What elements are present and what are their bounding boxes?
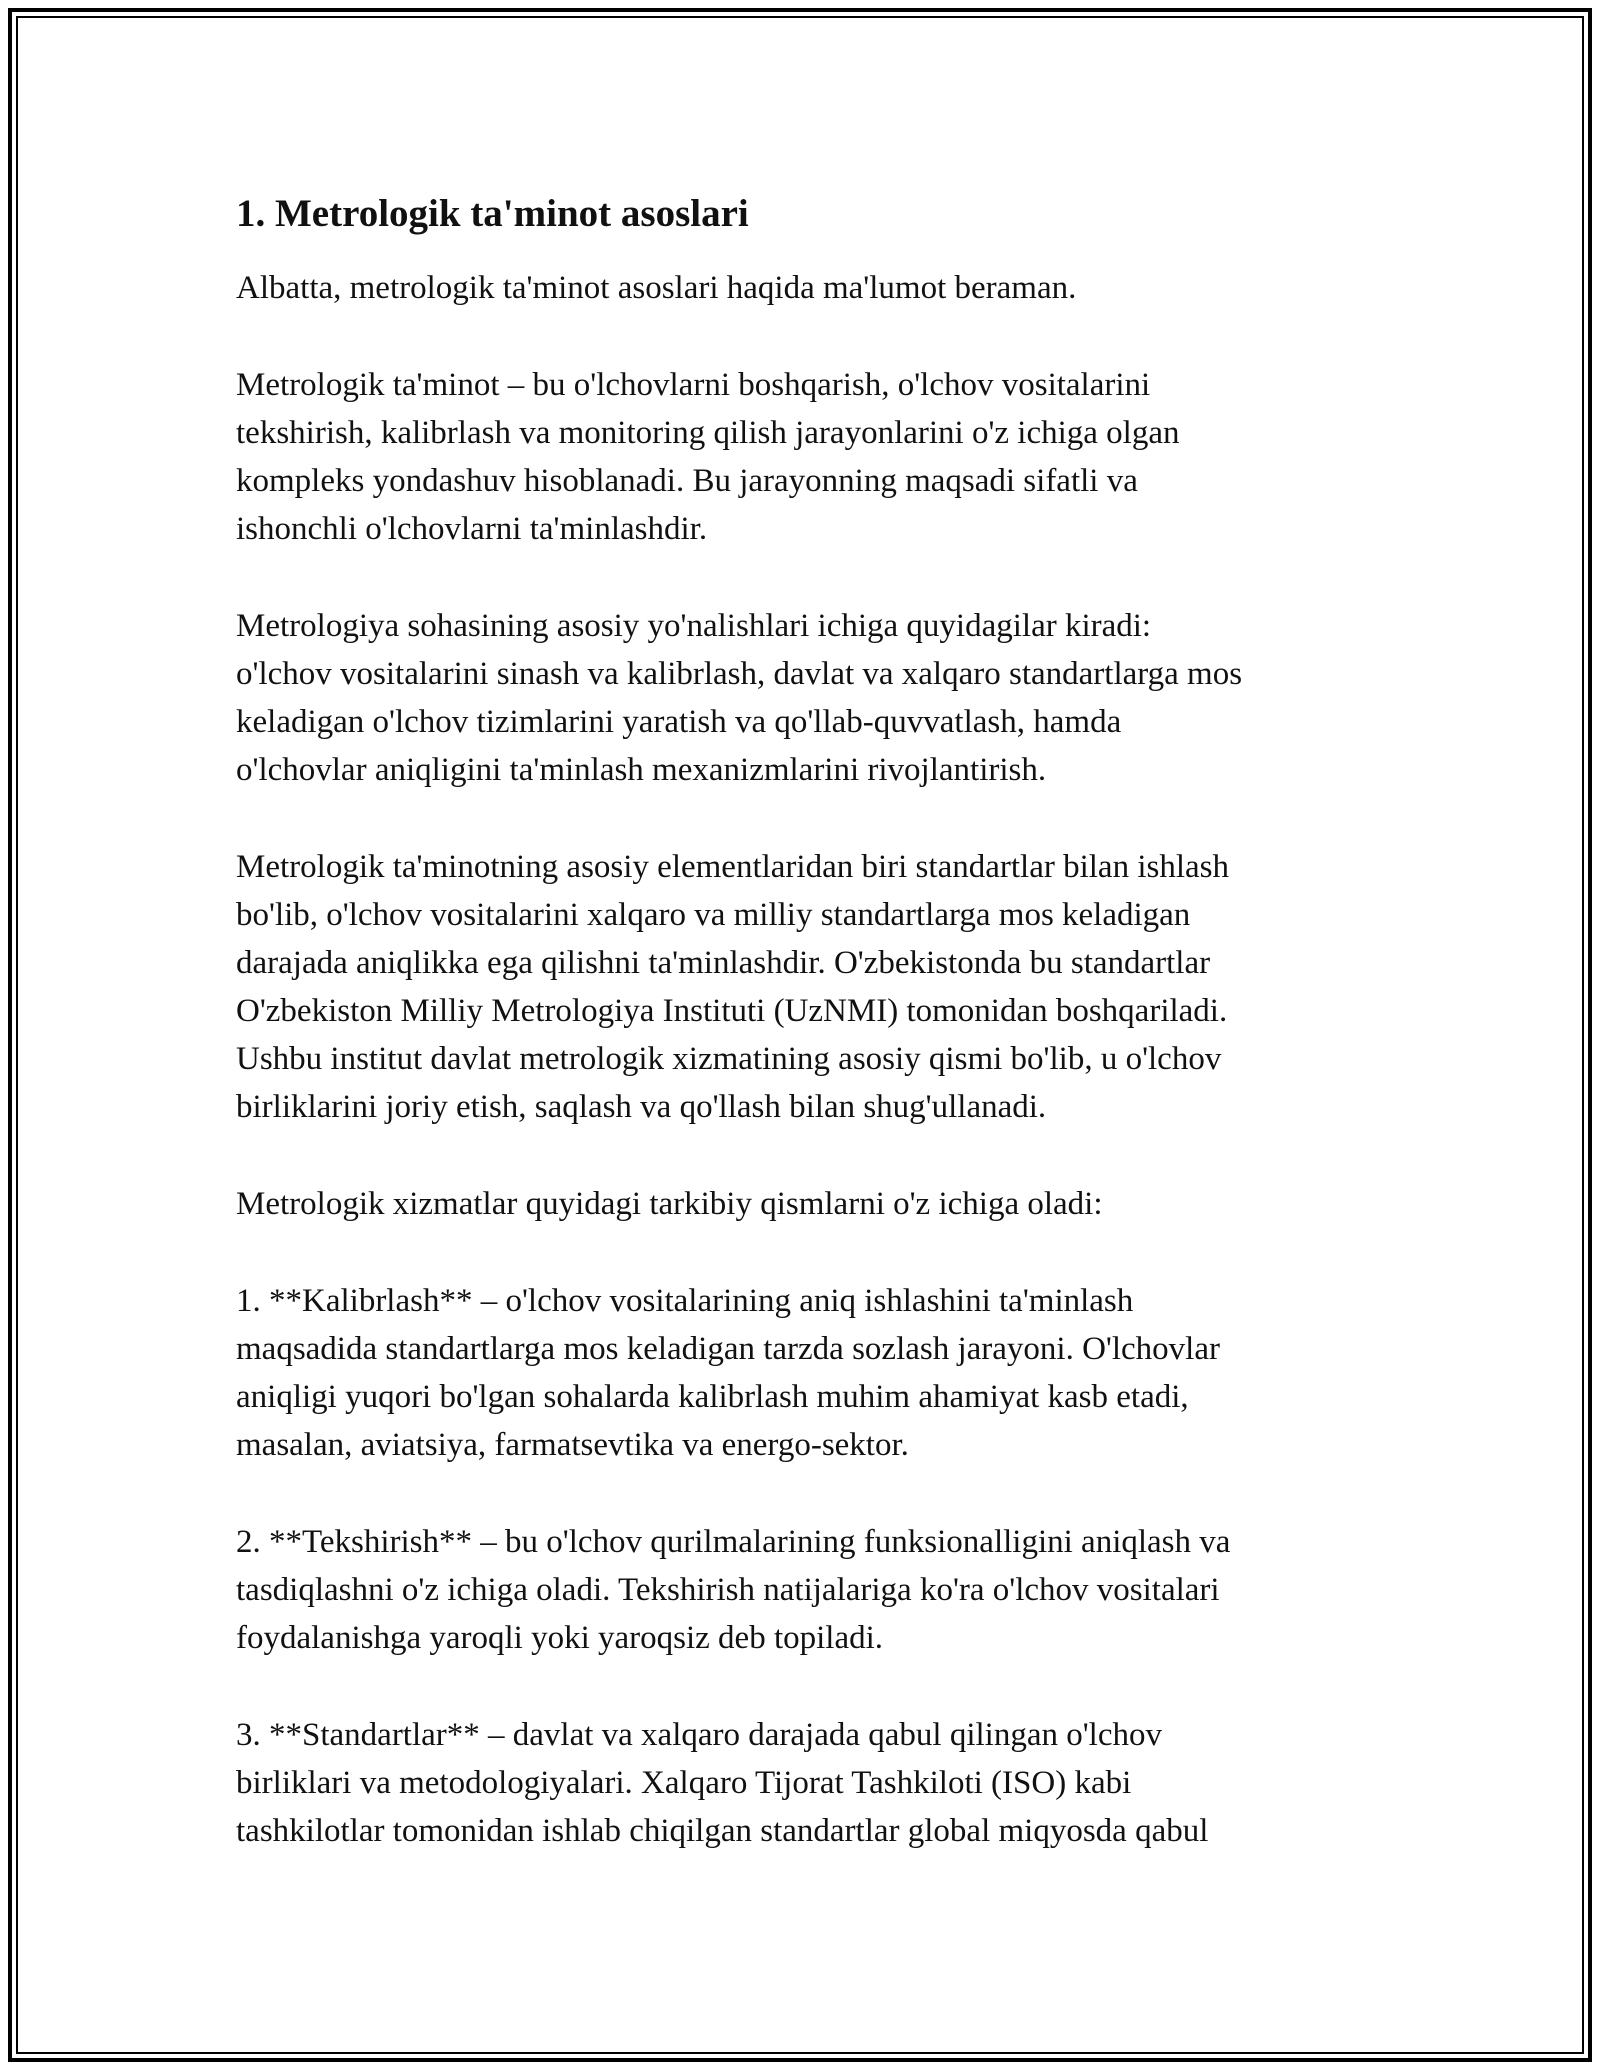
text-line: kompleks yondashuv hisoblanadi. Bu jarayonning maqsadi sifatli va [236, 463, 1138, 499]
text-line: Metrologik xizmatlar quyidagi tarkibiy qismlarni o'z ichiga oladi: [236, 1186, 1103, 1222]
paragraph-definition [236, 361, 1396, 553]
text-line: Metrologiya sohasining asosiy yo'nalishlari ichiga quyidagilar kiradi: [236, 608, 1152, 644]
text-line: o'lchov vositalarini sinash va kalibrlash, davlat va xalqaro standartlarga mos [236, 656, 1243, 692]
list-item-verification [236, 1518, 1396, 1662]
paragraph-directions [236, 602, 1396, 794]
text-line: masalan, aviatsiya, farmatsevtika va energo-sektor. [236, 1427, 909, 1463]
text-line: aniqligi yuqori bo'lgan sohalarda kalibrlash muhim ahamiyat kasb etadi, [236, 1379, 1189, 1415]
text-line: tasdiqlashni o'z ichiga oladi. Tekshirish natijalariga ko'ra o'lchov vositalari [236, 1572, 1220, 1608]
text-line: tekshirish, kalibrlash va monitoring qilish jarayonlarini o'z ichiga olgan [236, 415, 1180, 451]
text-line: Metrologik ta'minotning asosiy elementlaridan biri standartlar bilan ishlash [236, 849, 1229, 885]
text-line: birliklari va metodologiyalari. Xalqaro Tijorat Tashkiloti (ISO) kabi [236, 1765, 1132, 1801]
list-item-calibration [236, 1277, 1396, 1469]
text-line: O'zbekiston Milliy Metrologiya Instituti (UzNMI) tomonidan boshqariladi. [236, 993, 1228, 1029]
paragraph-standards-work [236, 843, 1396, 1131]
paragraph-intro [236, 264, 1396, 312]
text-line: maqsadida standartlarga mos keladigan tarzda sozlash jarayoni. O'lchovlar [236, 1331, 1220, 1367]
document-title: 1. Metrologik ta'minot asoslari [236, 192, 749, 235]
text-line: 2. **Tekshirish** – bu o'lchov qurilmalarining funksionalligini aniqlash va [236, 1524, 1231, 1560]
list-item-standards [236, 1711, 1396, 1855]
text-line: keladigan o'lchov tizimlarini yaratish va qo'llab-quvvatlash, hamda [236, 704, 1122, 740]
text-line: bo'lib, o'lchov vositalarini xalqaro va milliy standartlarga mos keladigan [236, 897, 1191, 933]
text-line: Metrologik ta'minot – bu o'lchovlarni boshqarish, o'lchov vositalarini [236, 367, 1151, 403]
text-line: tashkilotlar tomonidan ishlab chiqilgan standartlar global miqyosda qabul [236, 1813, 1209, 1849]
text-line: 3. **Standartlar** – davlat va xalqaro darajada qabul qilingan o'lchov [236, 1717, 1162, 1753]
text-line: foydalanishga yaroqli yoki yaroqsiz deb topiladi. [236, 1620, 884, 1656]
paragraph-services-intro [236, 1180, 1396, 1228]
document-body [236, 190, 1396, 1904]
text-line: o'lchovlar aniqligini ta'minlash mexanizmlarini rivojlantirish. [236, 752, 1047, 788]
text-line: 1. **Kalibrlash** – o'lchov vositalarining aniq ishlashini ta'minlash [236, 1283, 1134, 1319]
text-line: Ushbu institut davlat metrologik xizmatining asosiy qismi bo'lib, u o'lchov [236, 1041, 1222, 1077]
text-line: Albatta, metrologik ta'minot asoslari haqida ma'lumot beraman. [236, 270, 1077, 306]
text-line: darajada aniqlikka ega qilishni ta'minlashdir. O'zbekistonda bu standartlar [236, 945, 1211, 981]
text-line: birliklarini joriy etish, saqlash va qo'llash bilan shug'ullanadi. [236, 1089, 1047, 1125]
text-line: ishonchli o'lchovlarni ta'minlashdir. [236, 511, 708, 547]
